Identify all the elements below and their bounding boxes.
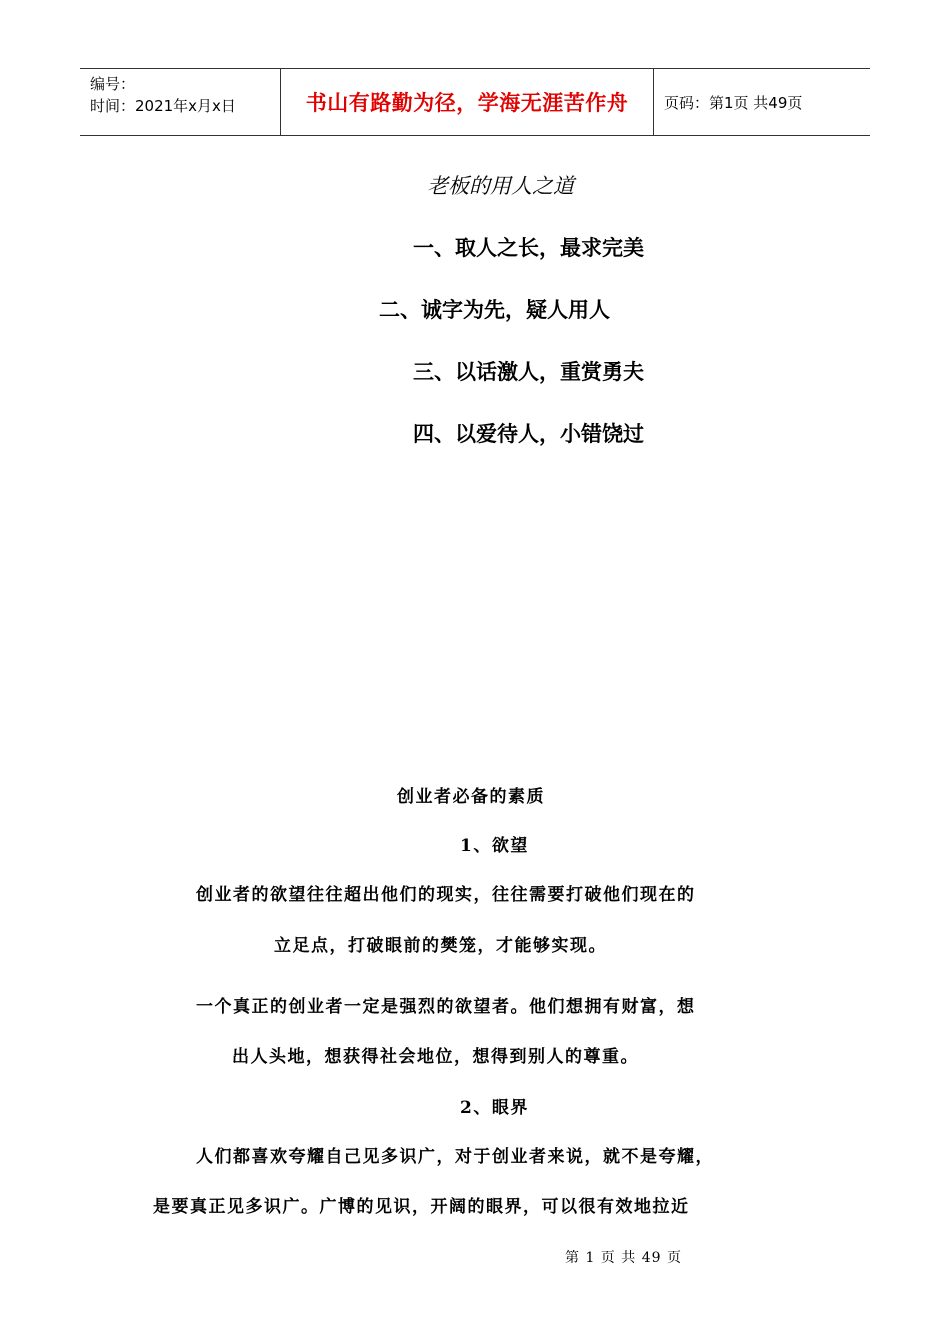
subsection-heading: 2、眼界 [460,1098,529,1118]
paragraph-line: 立足点，打破眼前的樊笼，才能够实现。 [274,936,607,956]
paragraph-line: 创业者的欲望往往超出他们的现实，往往需要打破他们现在的 [196,885,696,905]
paragraph-line: 是要真正见多识广。广博的见识，开阔的眼界，可以很有效地拉近 [153,1197,690,1217]
subsection-heading: 1、欲望 [460,836,529,856]
section-title: 创业者必备的素质 [397,787,545,807]
header-motto: 书山有路勤为径，学海无涯苦作舟 [281,69,654,135]
toc-item: 四、以爱待人，小错饶过 [413,422,644,446]
paragraph-line: 出人头地，想获得社会地位，想得到别人的尊重。 [232,1047,639,1067]
paragraph-line: 人们都喜欢夸耀自己见多识广，对于创业者来说，就不是夸耀， [196,1147,714,1167]
page-footer: 第 1 页 共 49 页 [565,1250,682,1266]
toc-item: 一、取人之长，最求完美 [413,236,644,260]
number-label: 编号： [90,75,136,93]
header-meta [80,69,281,135]
document-title: 老板的用人之道 [427,174,574,198]
header-table [80,68,870,136]
paragraph-line: 一个真正的创业者一定是强烈的欲望者。他们想拥有财富，想 [196,997,696,1017]
header-page-info: 页码：第1页 共49页 [664,93,803,112]
time-label: 时间：2021年x月x日 [90,97,236,115]
toc-item: 二、诚字为先，疑人用人 [379,298,610,322]
toc-item: 三、以话激人，重赏勇夫 [413,360,644,384]
